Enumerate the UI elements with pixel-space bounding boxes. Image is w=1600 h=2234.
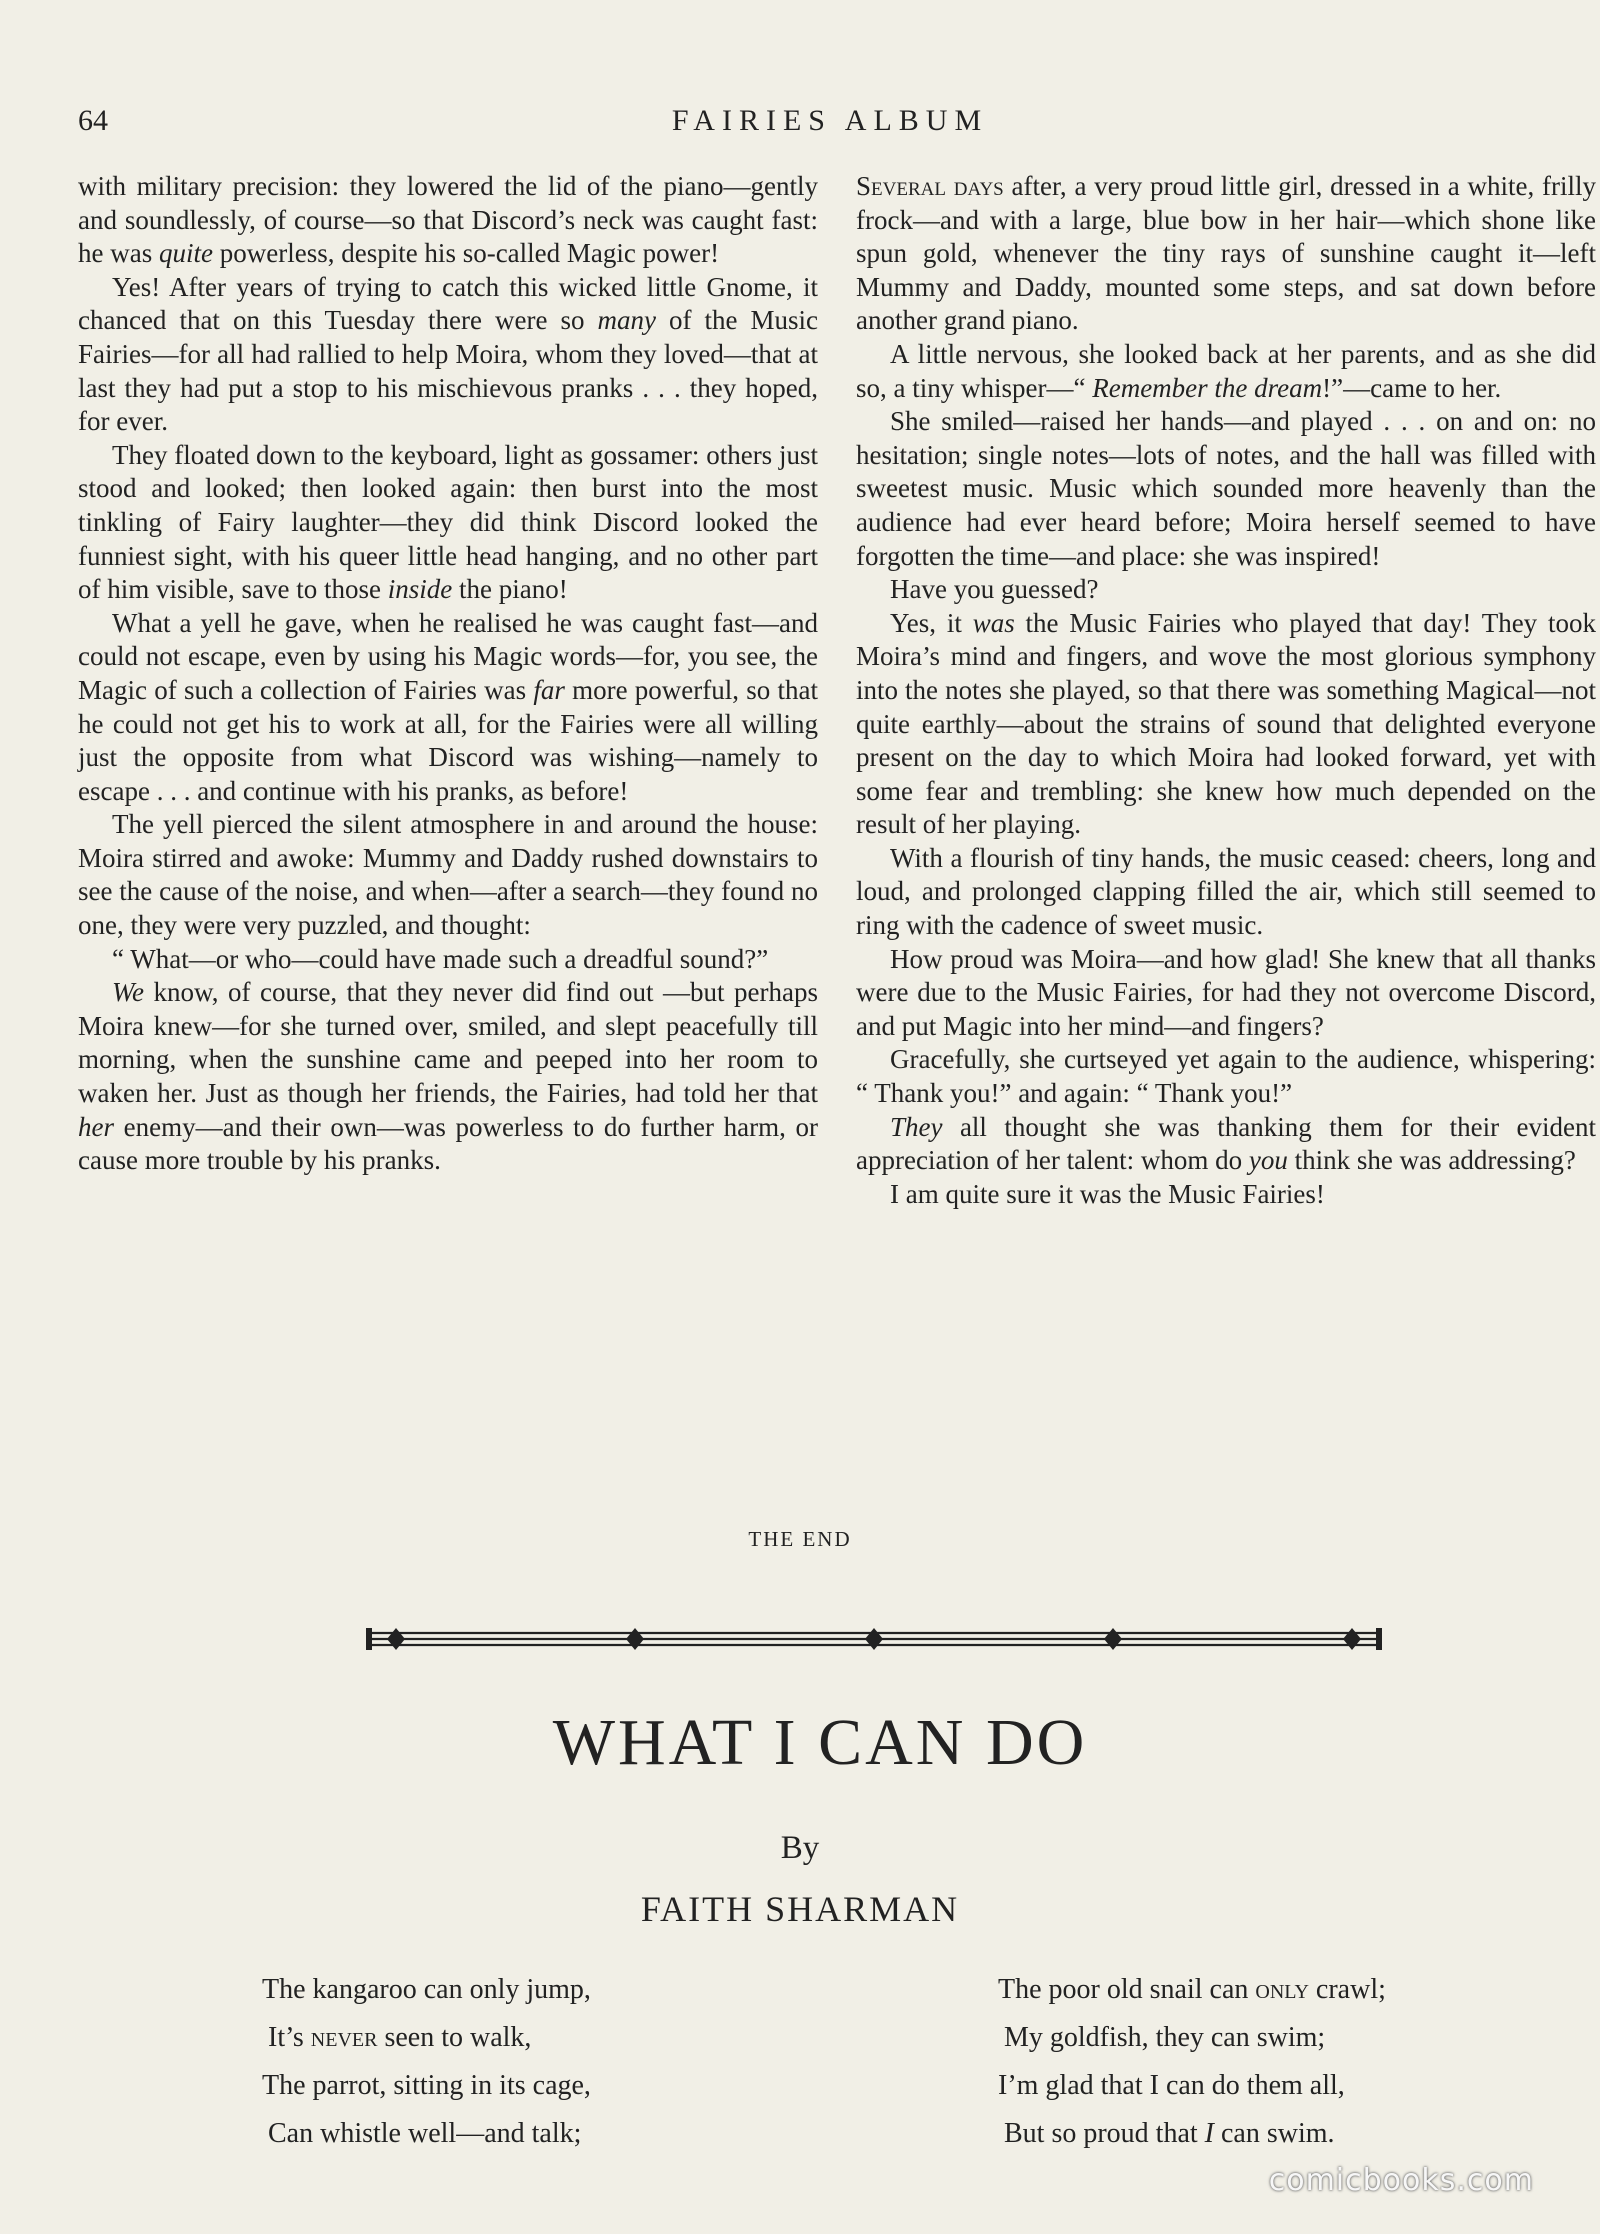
- paragraph: [78, 170, 818, 271]
- the-end-label: THE END: [748, 1527, 852, 1551]
- text-run: Yes! After years of trying to catch this wicked little Gnome, it chanced that on this Tuesday there were so: [78, 271, 818, 336]
- text-run: My goldfish, they can swim;: [1004, 2022, 1326, 2053]
- paragraph: [856, 1178, 1596, 1212]
- paragraph: [856, 607, 1596, 842]
- text-run: I am quite sure it was the Music Fairies!: [890, 1178, 1325, 1209]
- text-run: the piano!: [452, 574, 568, 605]
- decorative-divider: [366, 1622, 1382, 1656]
- paragraph: [78, 271, 818, 439]
- italic-text: far: [533, 674, 565, 705]
- divider-ornament: [1343, 1628, 1361, 1650]
- text-run: A little nervous, she looked back at her parents, and as she did so, a tiny whisper—“: [856, 338, 1596, 403]
- poem-line: [998, 2062, 1386, 2110]
- text-run: powerless, despite his so-called Magic power!: [212, 238, 720, 269]
- poem-line: [998, 1966, 1386, 2014]
- text-run: Gracefully, she curtseyed yet again to the audience, whispering: “ Thank you!” and again: “ Thank you!”: [856, 1044, 1596, 1109]
- italic-text: We: [112, 977, 144, 1008]
- text-run: It’s: [268, 2022, 311, 2053]
- paragraph: [856, 943, 1596, 1044]
- running-title: FAIRIES ALBUM: [671, 104, 989, 137]
- text-run: “ What—or who—could have made such a dreadful sound?”: [112, 943, 769, 974]
- poem-line: [262, 1966, 591, 2014]
- paragraph: [856, 1111, 1596, 1178]
- text-run: Have you guessed?: [890, 574, 1099, 605]
- italic-text: many: [597, 305, 656, 336]
- text-run: She smiled—raised her hands—and played . . . on and on: no hesitation; single notes—lots of notes, and the hall was filled with sweetest music. Music which sounded more heavenly than the audience had ever heard before; Moira herself seemed to have forgotten the time—and place: she was inspired!: [856, 406, 1596, 571]
- italic-text: Remember the dream: [1092, 372, 1323, 403]
- paragraph: [78, 808, 818, 942]
- divider-ornament: [387, 1628, 405, 1650]
- paragraph: [856, 338, 1596, 405]
- byline: By: [780, 1830, 820, 1866]
- right-text-column: [856, 170, 1596, 1211]
- paragraph: [78, 607, 818, 809]
- paragraph: [78, 976, 818, 1178]
- italic-text: inside: [387, 574, 453, 605]
- small-caps-text: Several days: [856, 171, 1004, 201]
- text-run: With a flourish of tiny hands, the music ceased: cheers, long and loud, and prolonged clapping filled the air, which still seemed to ring with the cadence of sweet music.: [856, 842, 1596, 941]
- text-run: The yell pierced the silent atmosphere in and around the house: Moira stirred and awoke: Mummy and Daddy rushed downstairs to see the cause of the noise, and when—after a search—they found no one, they were very puzzled, and thought:: [78, 809, 818, 941]
- story-title: WHAT I CAN DO: [552, 1706, 1088, 1779]
- paragraph: [856, 1043, 1596, 1110]
- divider-ornament: [1104, 1628, 1122, 1650]
- italic-text: you: [1248, 1145, 1288, 1176]
- text-run: all thought she was thanking them for their evident appreciation of her talent: whom do: [856, 1111, 1596, 1176]
- italic-text: They: [890, 1111, 943, 1142]
- page-number: 64: [78, 104, 108, 137]
- text-run: the Music Fairies who played that day! They took Moira’s mind and fingers, and wove the most glorious symphony into the notes she played, so that there was something Magical—not quite earthly—about the strains of sound that delighted everyone present on the day to which Moira had looked forward, yet with some fear and trembling: she knew how much depended on the result of her playing.: [856, 607, 1596, 840]
- text-run: Can whistle well—and talk;: [268, 2118, 582, 2149]
- italic-text: was: [972, 607, 1015, 638]
- text-run: The kangaroo can only jump,: [262, 1974, 591, 2005]
- left-text-column: [78, 170, 818, 1178]
- text-run: can swim.: [1214, 2118, 1335, 2149]
- paragraph: [856, 573, 1596, 607]
- text-run: Yes, it: [890, 607, 973, 638]
- poem-right-stanza: [998, 1966, 1386, 2158]
- text-run: They floated down to the keyboard, light as gossamer: others just stood and looked; then looked again: then burst into the most tinkling of Fairy laughter—they did think Discord looked the funniest sight, with his queer little head hanging, and no other part of him visible, save to those: [78, 439, 818, 605]
- text-run: The poor old snail can: [998, 1974, 1256, 2005]
- author-name: FAITH SHARMAN: [640, 1889, 960, 1929]
- text-run: !”—came to her.: [1322, 372, 1502, 403]
- text-run: I’m glad that I can do them all,: [998, 2070, 1345, 2101]
- text-run: seen to walk,: [377, 2022, 532, 2053]
- text-run: of the Music Fairies—for all had rallied to help Moira, whom they loved—that at last they had put a stop to his mischievous pranks . . . they hoped, for ever.: [78, 305, 818, 437]
- poem-line: [998, 2014, 1386, 2062]
- text-run: But so proud that: [1004, 2118, 1205, 2149]
- paragraph: [856, 842, 1596, 943]
- poem-line: [262, 2062, 591, 2110]
- paragraph: [856, 170, 1596, 338]
- text-run: enemy—and their own—was powerless to do further harm, or cause more trouble by his pranks.: [78, 1111, 818, 1176]
- paragraph: [856, 405, 1596, 573]
- text-run: What a yell he gave, when he realised he was caught fast—and could not escape, even by using his Magic words—for, you see, the Magic of such a collection of Fairies was: [78, 607, 818, 705]
- text-run: crawl;: [1308, 1974, 1386, 2005]
- text-run: with military precision: they lowered the lid of the piano—gently and soundlessly, of course—so that Discord’s neck was caught fast: he was: [78, 171, 818, 269]
- poem-line: [998, 2110, 1386, 2158]
- divider-ornament: [865, 1628, 883, 1650]
- text-run: know, of course, that they never did find out —but perhaps Moira knew—for she turned over, smiled, and slept peacefully till morning, when the sunshine came and peeped into her room to waken her. Just as though her friends, the Fairies, had told her that: [78, 977, 818, 1109]
- paragraph: [78, 943, 818, 977]
- small-caps-text: only: [1255, 1974, 1309, 2005]
- italic-text: I: [1204, 2118, 1214, 2149]
- italic-text: her: [78, 1111, 114, 1142]
- poem-left-stanza: [262, 1966, 591, 2158]
- poem-line: [262, 2110, 591, 2158]
- divider-ornament: [626, 1628, 644, 1650]
- text-run: think she was addressing?: [1287, 1145, 1576, 1176]
- text-run: How proud was Moira—and how glad! She knew that all thanks were due to the Music Fairies, for had they not overcome Discord, and put Magic into her mind—and fingers?: [856, 943, 1596, 1041]
- page-header: [78, 104, 1522, 144]
- small-caps-text: never: [310, 2022, 378, 2053]
- text-run: more powerful, so that he could not get his to work at all, for the Fairies were all willing just the opposite from what Discord was wishing—namely to escape . . . and continue with his pranks, as before!: [78, 674, 819, 806]
- text-run: The parrot, sitting in its cage,: [262, 2070, 591, 2101]
- site-watermark: comicbooks.com: [1268, 2163, 1534, 2198]
- paragraph: [78, 439, 818, 607]
- text-run: after, a very proud little girl, dressed in a white, frilly frock—and with a large, blue bow in her hair—which shone like spun gold, whenever the tiny rays of sunshine caught it—left Mummy and Daddy, mounted some steps, and sat down before another grand piano.: [856, 171, 1596, 336]
- poem-line: [262, 2014, 591, 2062]
- italic-text: quite: [158, 238, 213, 269]
